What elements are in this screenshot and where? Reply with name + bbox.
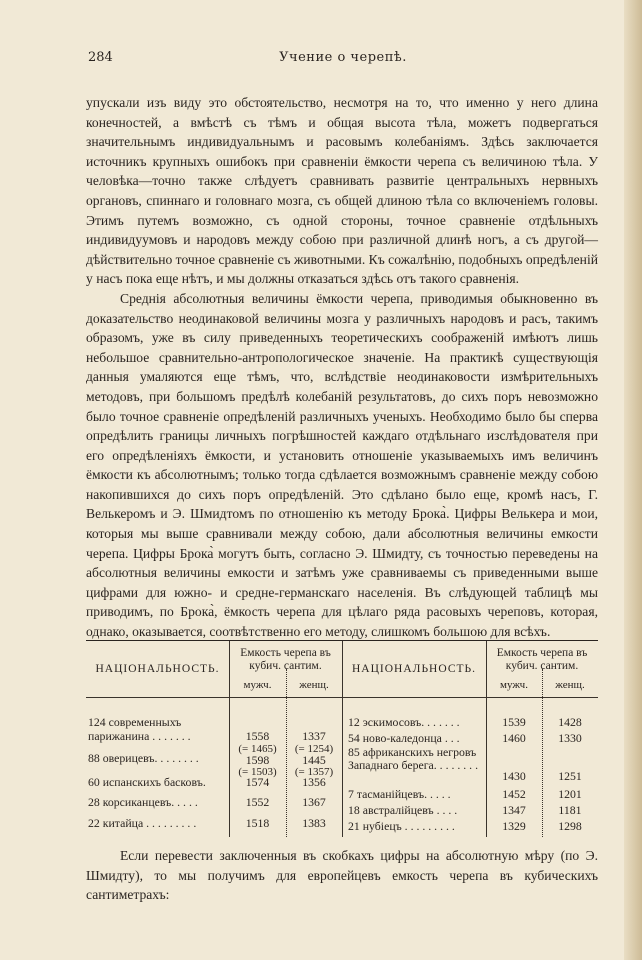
header-male-right: мужч. <box>500 679 528 691</box>
running-title: Учение о черепѣ. <box>279 50 407 65</box>
right-row-2-female: 1330 <box>558 731 582 745</box>
header-nationality-right: НАЦІОНАЛЬНОСТЬ. <box>352 663 476 675</box>
left-row-3-female: 1356 <box>302 775 326 789</box>
page-number: 284 <box>88 50 113 65</box>
right-row-1-male: 1539 <box>502 715 526 729</box>
left-row-3-male: 1574 <box>245 775 270 789</box>
left-row-5-name: 22 китайца . . . . . . . . . <box>88 816 197 830</box>
right-row-2-male: 1460 <box>502 731 526 745</box>
body-text <box>86 93 598 642</box>
right-row-5-name: 18 австралійцевъ . . . . <box>348 803 458 817</box>
left-row-2-female: 1445 <box>302 753 326 767</box>
header-capacity-right: Емкость черепа въ кубич. сантим. <box>496 647 588 672</box>
paragraph-3: Если перевести заключенныя въ скобкахъ цифры на абсолютную мѣру (по Э. Шмидту), то мы получимъ для европейцевъ емкость черепа въ кубическихъ сантиметрахъ: <box>86 848 598 903</box>
right-row-3-name: 85 африканскихъ негровъ Западнаго берега. . . . . . . . <box>348 745 479 772</box>
left-row-2-female-abs: (= 1357) <box>294 766 334 778</box>
capacity-table <box>86 640 598 837</box>
left-row-1-male: 1558 <box>245 729 270 743</box>
paragraph-1: упускали изъ виду это обстоятельство, несмотря на то, что именно у него длина конечностей, а вмѣстѣ съ тѣмъ и общая высота тѣла, можетъ подвергаться значительнымъ индивидуальнымъ и расовымъ колебаніямъ. Здѣсь заключается источникъ крупныхъ ошибокъ при сравненіи ёмкости черепа съ величиною тѣла. У человѣка—точно также слѣдуетъ сравнивать развитіе центральныхъ нервныхъ органовъ, спиннаго и головнаго мозга, съ общей длиною тѣла со включеніемъ головы. Этимъ путемъ возможно, съ одной стороны, точное сравненіе отдѣльныхъ индивидуумовъ и народовъ между собою при различной длинѣ ногъ, а съ другой—дѣйствительно точное сравненіе съ животными. Къ сожалѣнію, подобныхъ опредѣленій у насъ пока еще нѣтъ, и мы должны отказаться здѣсь отъ такого сравненія. <box>86 95 598 287</box>
left-row-2-male-abs: (= 1503) <box>238 766 277 778</box>
left-row-1-female-abs: (= 1254) <box>294 743 334 755</box>
running-header <box>88 50 598 72</box>
right-row-1-name: 12 эскимосовъ. . . . . . . <box>348 715 460 729</box>
header-male-left: мужч. <box>243 679 272 691</box>
left-row-4-male: 1552 <box>245 795 270 809</box>
right-row-5-female: 1181 <box>558 803 582 817</box>
left-row-1-female: 1337 <box>302 729 326 743</box>
right-row-4-name: 7 тасманійцевъ. . . . . <box>348 787 451 801</box>
right-row-6-name: 21 нубіецъ . . . . . . . . . <box>348 819 455 833</box>
after-table-text <box>86 846 598 905</box>
right-row-6-male: 1329 <box>502 819 526 833</box>
left-row-4-female: 1367 <box>302 795 326 809</box>
right-row-2-name: 54 ново-каледонца . . . <box>348 731 460 745</box>
right-row-4-female: 1201 <box>558 787 582 801</box>
right-row-1-female: 1428 <box>558 715 582 729</box>
left-row-2-name: 88 оверицевъ. . . . . . . . <box>88 751 199 765</box>
right-row-3-female: 1251 <box>558 769 582 783</box>
page-edge <box>624 0 642 960</box>
left-row-1-name: 124 современныхъ парижанина . . . . . . . <box>88 715 191 743</box>
header-female-right: женщ. <box>555 679 585 691</box>
right-row-3-male: 1430 <box>502 769 526 783</box>
left-row-4-name: 28 корсиканцевъ. . . . . <box>88 795 198 809</box>
left-row-3-name: 60 испанскихъ басковъ. <box>88 775 206 789</box>
header-female-left: женщ. <box>299 679 329 691</box>
header-capacity-left: Емкость черепа въ кубич. сантим. <box>240 647 331 672</box>
right-row-6-female: 1298 <box>558 819 582 833</box>
left-row-5-female: 1383 <box>302 816 326 830</box>
left-row-2-male: 1598 <box>245 753 270 767</box>
paragraph-2: Среднія абсолютныя величины ёмкости черепа, приводимыя обыкновенно въ доказательство неодинаковой величины мозга у различныхъ народовъ и расъ, такимъ образомъ, уже въ силу приведенныхъ теоретическихъ соображеній имѣютъ лишь небольшое сравнительно-антропологическое значеніе. На практикѣ существующія данныя умаляются еще тѣмъ, что, вслѣдствіе неодинаковости измѣрительныхъ методовъ, при большомъ предѣлѣ колебаній результатовъ, до сихъ поръ невозможно было точное сравненіе опредѣленій различныхъ ученыхъ. Необходимо было бы сперва опредѣлить границы личныхъ погрѣшностей каждаго отдѣльнаго изслѣдователя при его опредѣленіяхъ ёмкости, и установить отношеніе указываемыхъ имъ величинъ ёмкости къ абсолютнымъ; только тогда сдѣлается возможнымъ сравненіе между собою накопившихся до сихъ поръ опредѣленій. Это сдѣлано было еще, кромѣ насъ, Г. Велькеромъ и Э. Шмидтомъ по отношенію къ методу Брока̀. Цифры Велькера и мои, которыя мы выше сравнивали между собою, дали абсолютныя величины емкости черепа. Цифры Брока̀ могутъ быть, согласно Э. Шмидту, съ точностью переведены на абсолютныя величины емкости и затѣмъ уже сравниваемы съ приведенными выше цифрами для южно- и средне-германскаго населенія. Въ слѣдующей таблицѣ мы приводимъ, по Брока̀, ёмкость черепа для цѣлаго ряда расовыхъ череповъ, которая, однако, оказывается, соотвѣтственно его методу, слишкомъ большою для всѣхъ. <box>86 290 598 640</box>
header-nationality-left: НАЦІОНАЛЬНОСТЬ. <box>95 663 220 675</box>
left-row-5-male: 1518 <box>245 816 270 830</box>
right-row-4-male: 1452 <box>502 787 526 801</box>
left-row-1-male-abs: (= 1465) <box>238 743 277 755</box>
right-row-5-male: 1347 <box>502 803 526 817</box>
